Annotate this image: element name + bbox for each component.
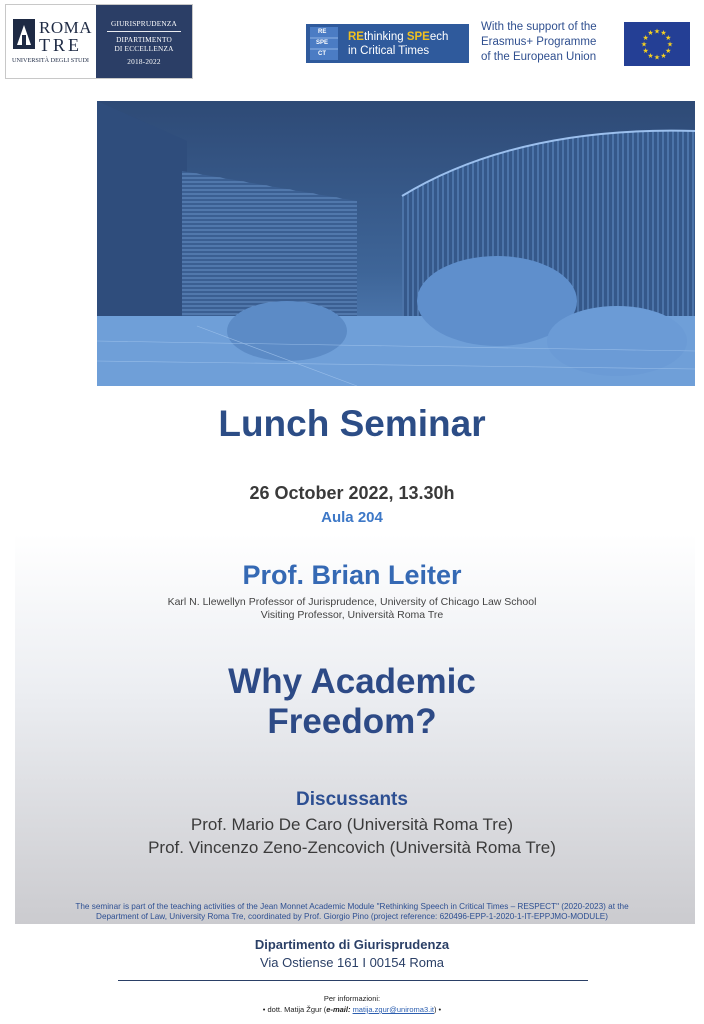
email-label: e-mail: bbox=[326, 1005, 351, 1014]
affiliation-line1: Karl N. Llewellyn Professor of Jurisprudence, University of Chicago Law School bbox=[167, 596, 537, 608]
discussant-item: Prof. Vincenzo Zeno-Zencovich (Università Roma Tre) bbox=[148, 838, 556, 857]
discussants-list bbox=[0, 813, 704, 859]
event-title: Lunch Seminar bbox=[218, 403, 486, 444]
event-room: Aula 204 bbox=[321, 509, 383, 526]
grid-re: RE bbox=[318, 29, 327, 35]
eu-star-icon: ★ bbox=[660, 30, 667, 38]
footer-address: Via Ostiense 161 I 00154 Roma bbox=[259, 955, 445, 970]
eu-star-icon: ★ bbox=[665, 48, 672, 55]
erasmus-line1: With the support of the bbox=[481, 21, 597, 33]
respect-logo bbox=[306, 24, 469, 63]
contact-suffix: ) • bbox=[433, 1005, 442, 1014]
topic-line2: Freedom? bbox=[267, 702, 437, 741]
topic-line1: Why Academic bbox=[228, 662, 476, 701]
info-label: Per informazioni: bbox=[323, 994, 381, 1003]
note-line2: Department of Law, University Roma Tre, coordinated by Prof. Giorgio Pino (project reference: 620496-EPP-1-2020-1-IT-EPPJMO-MODULE) bbox=[96, 912, 608, 921]
discussants-heading: Discussants bbox=[296, 789, 408, 810]
funding-note bbox=[20, 902, 684, 922]
footer-department: Dipartimento di Giurisprudenza bbox=[254, 937, 450, 952]
respect-grid-icon bbox=[306, 24, 344, 63]
note-line1: The seminar is part of the teaching activities of the Jean Monnet Academic Module "Rethinking Speech in Critical Times – RESPECT" (2020-2023) at the bbox=[75, 902, 629, 911]
respect-wordmark bbox=[344, 30, 448, 58]
roma-text: ROMA bbox=[39, 18, 93, 37]
respect-thinking: thinking bbox=[363, 30, 407, 43]
eu-star-icon: ★ bbox=[642, 35, 649, 42]
speaker-name: Prof. Brian Leiter bbox=[242, 560, 462, 590]
event-datetime: 26 October 2022, 13.30h bbox=[249, 483, 455, 503]
contact-email-link[interactable]: matija.zgur@uniroma3.it bbox=[352, 1005, 434, 1014]
faculty-text: GIURISPRUDENZA bbox=[110, 19, 178, 28]
eu-flag-icon bbox=[624, 22, 690, 66]
tre-text: TRE bbox=[39, 35, 82, 55]
seminar-topic bbox=[0, 662, 704, 742]
roma-tre-wordmark bbox=[6, 5, 96, 78]
eu-star-icon: ★ bbox=[647, 30, 654, 38]
university-text: UNIVERSITÀ DEGLI STUDI bbox=[12, 57, 89, 64]
years-text: 2018-2022 bbox=[127, 57, 161, 66]
respect-ech: ech bbox=[429, 30, 449, 43]
respect-spe: SPE bbox=[406, 30, 430, 43]
respect-line2: in Critical Times bbox=[348, 44, 430, 57]
eu-star-icon: ★ bbox=[647, 52, 654, 60]
speaker-affiliation bbox=[0, 596, 704, 622]
respect-re: RE bbox=[348, 30, 364, 43]
roma-tre-arch-icon bbox=[13, 19, 35, 49]
erasmus-line2: Erasmus+ Programme bbox=[481, 36, 597, 48]
footer-divider bbox=[118, 980, 588, 981]
grid-spe: SPE bbox=[316, 40, 329, 46]
roma-tre-logo bbox=[5, 4, 193, 79]
eu-star-icon: ★ bbox=[640, 41, 648, 49]
eu-star-icon: ★ bbox=[666, 41, 674, 49]
divider bbox=[107, 31, 181, 32]
eu-star-icon: ★ bbox=[653, 28, 661, 36]
eu-star-icon: ★ bbox=[642, 48, 649, 55]
dept-excellence-box bbox=[96, 5, 192, 78]
grid-ct: CT bbox=[318, 51, 326, 57]
contact-prefix: • dott. Matija Žgur ( bbox=[262, 1005, 327, 1014]
affiliation-line2: Visiting Professor, Università Roma Tre bbox=[260, 609, 444, 621]
contact-line bbox=[0, 1005, 704, 1014]
eu-star-icon: ★ bbox=[665, 35, 672, 42]
eu-star-icon: ★ bbox=[653, 54, 661, 62]
erasmus-support-text bbox=[481, 20, 597, 65]
erasmus-line3: of the European Union bbox=[481, 51, 597, 63]
dept-line2: DI ECCELLENZA bbox=[114, 44, 174, 53]
campus-photo bbox=[97, 101, 695, 386]
discussant-item: Prof. Mario De Caro (Università Roma Tre) bbox=[190, 815, 514, 834]
eu-star-icon: ★ bbox=[660, 52, 667, 60]
dept-line1: DIPARTIMENTO bbox=[116, 35, 172, 44]
